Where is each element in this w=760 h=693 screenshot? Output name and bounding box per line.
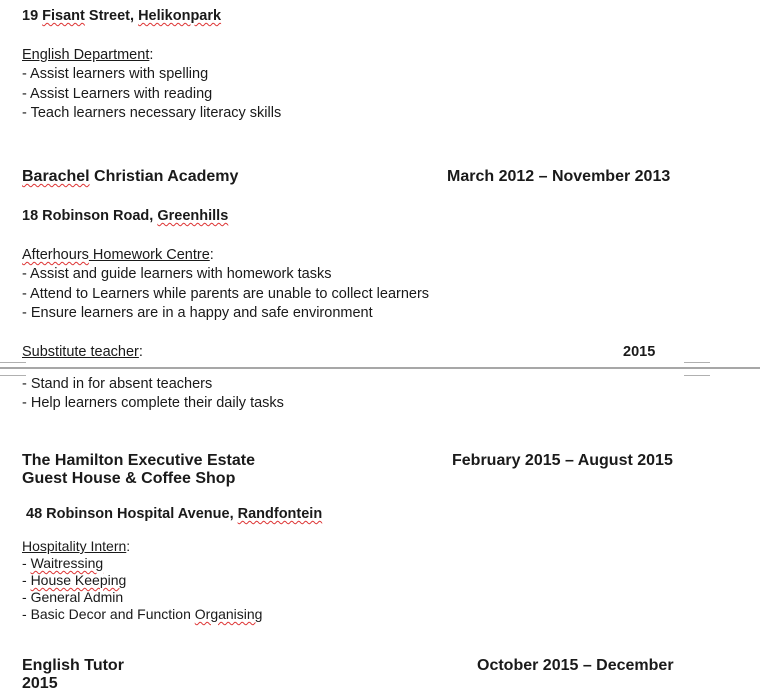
list-item: - Ensure learners are in a happy and safe environment (22, 305, 373, 321)
list-dash: - (22, 606, 31, 622)
employer-hamilton-line1: The Hamilton Executive Estate (22, 452, 255, 469)
address-helikonpark (22, 7, 221, 26)
position-english-tutor-year: 2015 (22, 675, 58, 692)
address-randfontein (26, 505, 322, 524)
housekeeping-text: House Keeping (30, 572, 127, 588)
afterhours-heading (22, 246, 214, 265)
list-item: - Assist and guide learners with homework tasks (22, 266, 332, 282)
list-dash: - (22, 589, 31, 605)
substitute-colon: : (138, 344, 143, 360)
list-dash: - (22, 555, 31, 571)
list-item (22, 589, 123, 606)
list-item: - Assist learners with spelling (22, 66, 209, 82)
position-english-tutor: English Tutor (22, 657, 124, 674)
employer-hamilton-dates: February 2015 – August 2015 (452, 452, 673, 469)
decor-text-a: Basic Decor and Function (30, 606, 195, 622)
english-dept-heading-text: English Department (22, 47, 150, 63)
substitute-heading-text: Substitute teacher (22, 344, 139, 360)
list-item: - Help learners complete their daily tasks (22, 395, 284, 411)
substitute-year: 2015 (623, 344, 656, 360)
list-item: - Teach learners necessary literacy skills (22, 105, 282, 121)
position-english-tutor-dates: October 2015 – December (477, 657, 674, 674)
employer-barachel-name-a: Barachel (22, 168, 90, 185)
list-item (22, 606, 262, 623)
intern-heading-text: Hospitality Intern (22, 538, 127, 554)
admin-text: General Admin (30, 589, 124, 605)
waitressing-text: Waitressing (30, 555, 104, 571)
employer-barachel-dates: March 2012 – November 2013 (447, 168, 671, 185)
address-street-name: Fisant (42, 8, 85, 24)
substitute-heading (22, 343, 143, 362)
address-greenhills (22, 207, 228, 226)
afterhours-heading-a: Afterhours (22, 247, 89, 263)
list-item: - Stand in for absent teachers (22, 376, 213, 392)
margin-marker-right (684, 362, 710, 376)
address-area: Helikonpark (138, 8, 222, 24)
page-break (0, 367, 760, 369)
employer-barachel (22, 167, 238, 186)
english-dept-colon: : (149, 47, 154, 63)
list-item (22, 555, 103, 572)
intern-colon: : (126, 538, 131, 554)
address-greenhills-street: 18 Robinson Road, (22, 208, 158, 224)
list-item: - Attend to Learners while parents are unable to collect learners (22, 286, 430, 302)
employer-barachel-name-b: Christian Academy (89, 168, 239, 185)
address-randfontein-street: 48 Robinson Hospital Avenue, (26, 506, 238, 522)
list-item (22, 572, 126, 589)
list-dash: - (22, 572, 31, 588)
margin-marker-left (0, 362, 26, 376)
address-randfontein-area: Randfontein (237, 506, 323, 522)
address-greenhills-area: Greenhills (157, 208, 229, 224)
address-street-word: Street, (88, 8, 135, 24)
afterhours-colon: : (209, 247, 214, 263)
decor-text-b: Organising (194, 606, 263, 622)
employer-hamilton-line2: Guest House & Coffee Shop (22, 470, 236, 487)
english-dept-heading (22, 46, 153, 65)
afterhours-heading-b: Homework Centre (88, 247, 210, 263)
intern-heading (22, 538, 130, 555)
address-number: 19 (22, 8, 39, 24)
list-item: - Assist Learners with reading (22, 86, 213, 102)
